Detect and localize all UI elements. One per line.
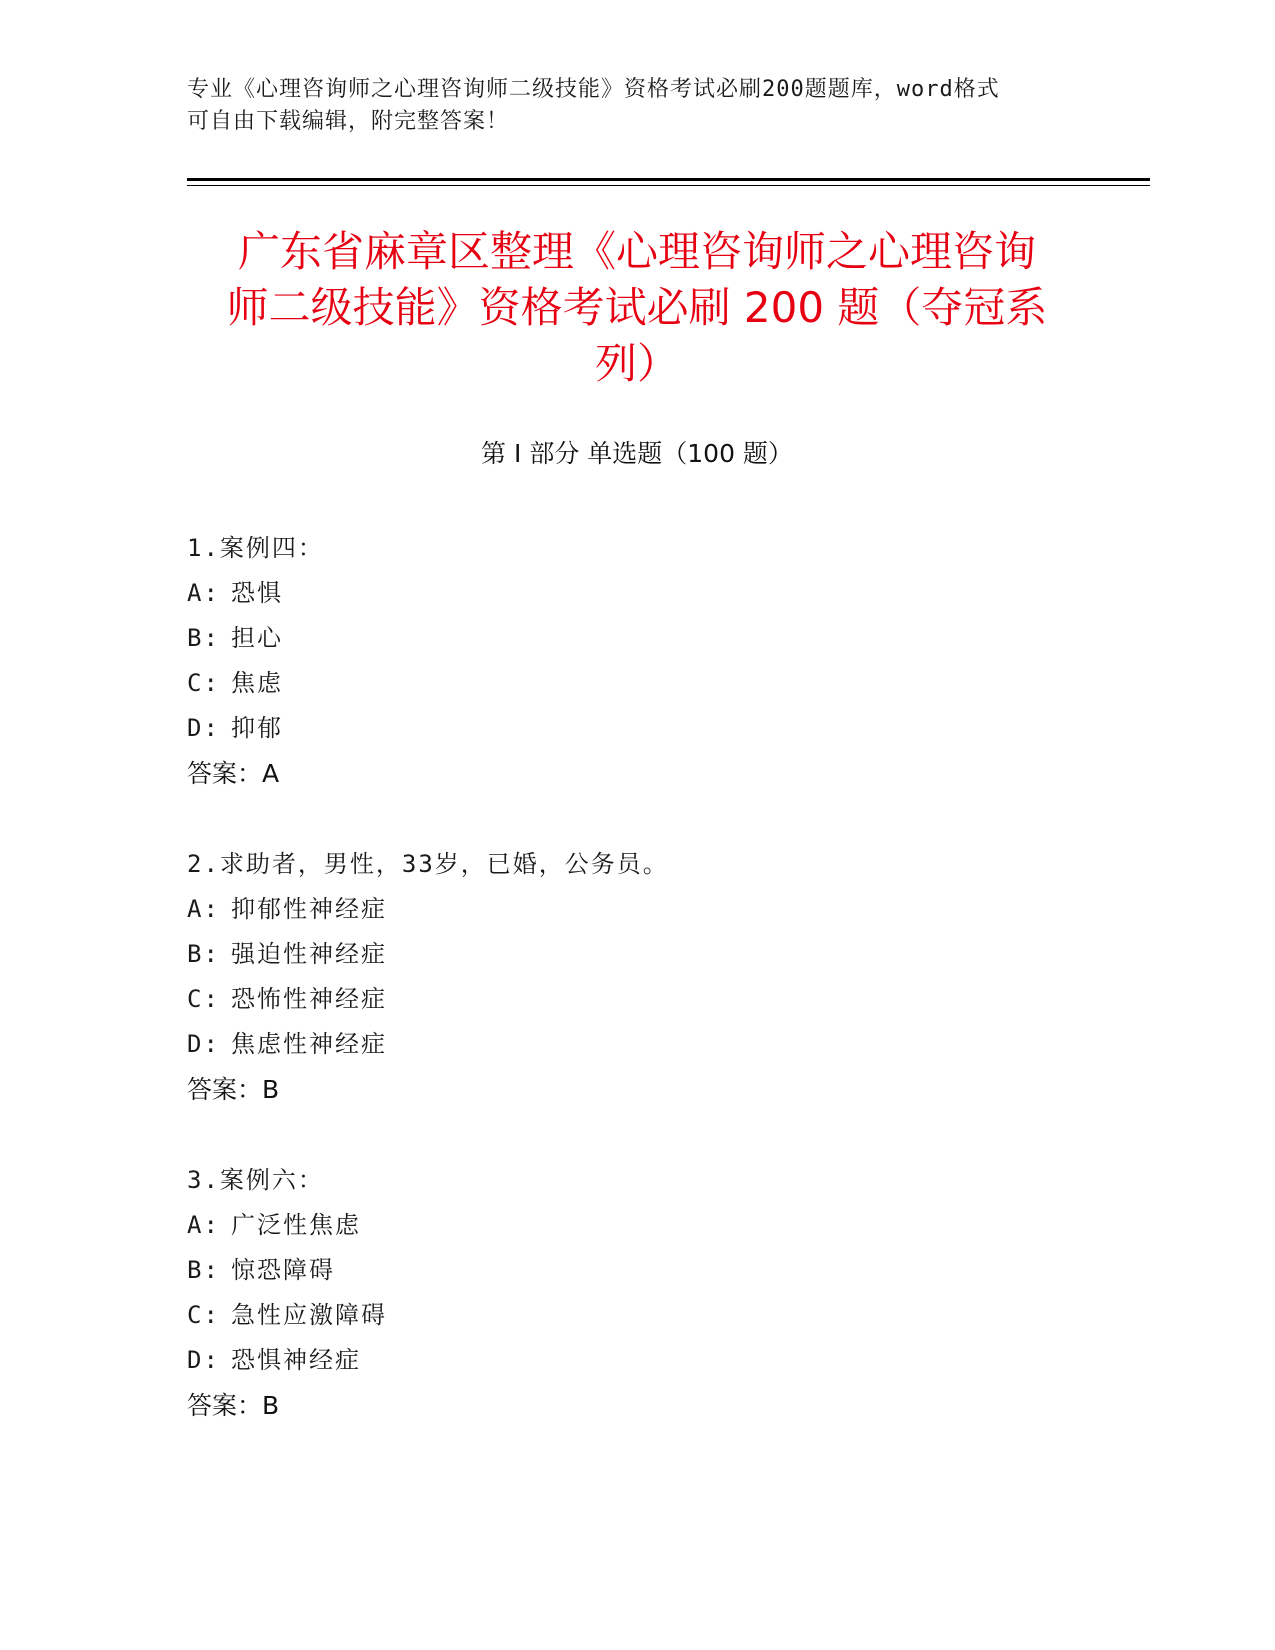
option-text: 焦虑性神经症 (231, 1030, 387, 1058)
option-text: 抑郁 (231, 714, 283, 742)
option-letter: C: (187, 1301, 220, 1329)
option-text: 强迫性神经症 (231, 940, 387, 968)
option-letter: D: (187, 714, 220, 742)
option-letter: D: (187, 1030, 220, 1058)
option-letter: A: (187, 579, 220, 607)
option-text: 恐惧 (231, 579, 283, 607)
option-letter: A: (187, 895, 220, 923)
intro-line-1: 专业《心理咨询师之心理咨询师二级技能》资格考试必刷200题题库，word格式 (187, 77, 1000, 102)
answer: 答案：B (187, 1075, 280, 1104)
intro-line-2: 可自由下载编辑，附完整答案！ (187, 109, 510, 134)
option-a (187, 571, 1087, 616)
option-text: 广泛性焦虑 (231, 1211, 361, 1239)
option-a (187, 887, 1087, 932)
answer: 答案：B (187, 1391, 280, 1420)
option-b (187, 1248, 1087, 1293)
option-text: 惊恐障碍 (231, 1256, 335, 1284)
title-line-3: 列） (594, 339, 679, 388)
option-b (187, 932, 1087, 977)
option-letter: D: (187, 1346, 220, 1374)
option-letter: B: (187, 624, 220, 652)
title-line-2: 师二级技能》资格考试必刷 200 题（夺冠系 (226, 283, 1048, 332)
option-c (187, 977, 1087, 1022)
header-rule-thin (187, 185, 1150, 186)
option-b (187, 616, 1087, 661)
document-title (187, 224, 1087, 392)
option-c (187, 661, 1087, 706)
option-text: 担心 (231, 624, 283, 652)
question-list (187, 526, 1087, 1474)
question-stem: 2.求助者，男性，33岁，已婚，公务员。 (187, 850, 669, 878)
option-letter: A: (187, 1211, 220, 1239)
option-text: 急性应激障碍 (231, 1301, 387, 1329)
option-letter: C: (187, 669, 220, 697)
option-text: 抑郁性神经症 (231, 895, 387, 923)
title-line-1: 广东省麻章区整理《心理咨询师之心理咨询 (237, 227, 1036, 276)
question-stem: 1.案例四： (187, 534, 324, 562)
question-1 (187, 526, 1087, 796)
section-heading: 第 I 部分 单选题（100 题） (481, 439, 793, 468)
header-rule-thick (187, 178, 1150, 181)
intro-text (187, 74, 1087, 138)
option-letter: B: (187, 940, 220, 968)
option-letter: B: (187, 1256, 220, 1284)
option-text: 恐怖性神经症 (231, 985, 387, 1013)
option-d (187, 706, 1087, 751)
question-stem: 3.案例六： (187, 1166, 324, 1194)
option-text: 恐惧神经症 (231, 1346, 361, 1374)
question-2 (187, 842, 1087, 1112)
option-letter: C: (187, 985, 220, 1013)
answer: 答案：A (187, 759, 280, 788)
option-d (187, 1022, 1087, 1067)
option-c (187, 1293, 1087, 1338)
option-d (187, 1338, 1087, 1383)
option-text: 焦虑 (231, 669, 283, 697)
question-3 (187, 1158, 1087, 1428)
option-a (187, 1203, 1087, 1248)
